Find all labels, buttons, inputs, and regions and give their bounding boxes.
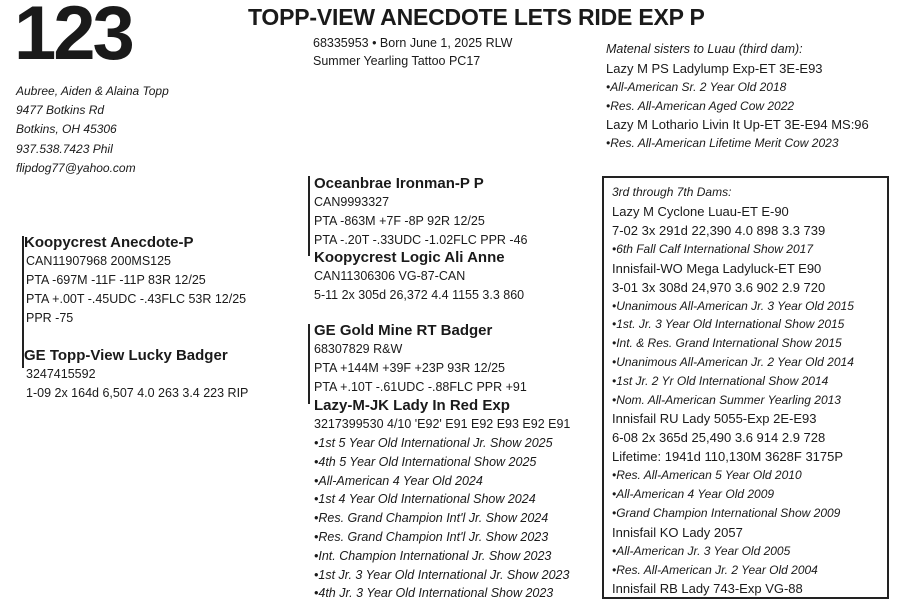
- record-line: Lifetime: 1941d 110,130M 3628F 3175P: [612, 449, 844, 465]
- honor-item: •Nom. All-American Summer Yearling 2013: [612, 392, 841, 407]
- sire-pta-type: PTA +.00T -.45UDC -.43FLC 53R 12/25: [26, 292, 247, 306]
- sire-block: [24, 233, 246, 328]
- honor-item: •Unanimous All-American Jr. 2 Year Old 2014: [612, 354, 854, 369]
- dam-dam-block: [314, 396, 570, 603]
- honor-item: •Res. All-American Lifetime Merit Cow 2023: [606, 136, 839, 151]
- honor-item: •1st Jr. 3 Year Old International Jr. Show 2023: [314, 567, 570, 582]
- sire-sire-name: Oceanbrae Ironman-P P: [314, 175, 484, 192]
- ancestor-name: Innisfail RU Lady 5055-Exp 2E-E93: [612, 411, 817, 427]
- maternal-sisters-header: Matenal sisters to Luau (third dam):: [606, 42, 803, 56]
- honor-item: •4th 5 Year Old International Show 2025: [314, 454, 537, 469]
- honor-item: •4th Jr. 3 Year Old International Show 2023: [314, 586, 554, 601]
- record-line: 7-02 3x 291d 22,390 4.0 898 3.3 739: [612, 222, 826, 238]
- ancestor-dams-content: [612, 183, 854, 598]
- honor-item: •Res. Grand Champion Int'l Jr. Show 2024: [314, 511, 549, 526]
- dam-block: [24, 346, 248, 403]
- owner-email: flipdog77@yahoo.com: [16, 160, 136, 175]
- sire-dam-reg: CAN11306306 VG-87-CAN: [314, 269, 466, 283]
- ancestor-dams-list: [612, 202, 854, 599]
- ancestor-name: Innisfail RB Lady 743-Exp VG-88: [612, 581, 803, 597]
- dam-dam-honors: [314, 434, 570, 603]
- record-line: 3-01 3x 308d 24,970 3.6 902 2.9 720: [612, 279, 826, 295]
- honor-item: •All-American Sr. 2 Year Old 2018: [606, 79, 787, 94]
- ancestor-name: Innisfail KO Lady 2057: [612, 524, 743, 540]
- honor-item: •1st 5 Year Old International Jr. Show 2025: [314, 436, 553, 450]
- maternal-sisters: [606, 40, 869, 153]
- honor-item: •All-American Jr. 3 Year Old 2005: [612, 543, 791, 558]
- sire-reg: CAN11907968 200MS125: [26, 254, 172, 268]
- owner-name: Aubree, Aiden & Alaina Topp: [16, 84, 169, 98]
- record-line: 6-08 2x 365d 25,490 3.6 914 2.9 728: [612, 430, 826, 446]
- sire-sire-reg: CAN9993327: [314, 195, 390, 209]
- honor-item: •Res. All-American Jr. 2 Year Old 2004: [612, 562, 818, 577]
- sire-pta-production: PTA -697M -11F -11P 83R 12/25: [26, 273, 206, 287]
- animal-id-line: 68335953 • Born June 1, 2025 RLW: [313, 36, 513, 50]
- ancestor-name: Innisfail-WO Mega Ladyluck-ET E90: [612, 260, 822, 276]
- honor-item: •Unanimous All-American Jr. 3 Year Old 2015: [612, 298, 854, 313]
- owner-city: Botkins, OH 45306: [16, 122, 117, 137]
- ancestor-dams-box: [602, 176, 889, 599]
- honor-item: •Res. All-American 5 Year Old 2010: [612, 468, 802, 483]
- sire-sire-block: [314, 174, 528, 250]
- sire-dam-record: 5-11 2x 305d 26,372 4.4 1155 3.3 860: [314, 288, 525, 302]
- sire-name: Koopycrest Anecdote-P: [24, 234, 194, 251]
- dam-name: GE Topp-View Lucky Badger: [24, 347, 228, 364]
- sire-sire-pta-production: PTA -863M +7F -8P 92R 12/25: [314, 214, 485, 228]
- sire-ppr: PPR -75: [26, 311, 74, 325]
- honor-item: •Int. Champion International Jr. Show 2023: [314, 548, 552, 563]
- dam-sire-pta-production: PTA +144M +39F +23P 93R 12/25: [314, 361, 505, 375]
- honor-item: •Int. & Res. Grand International Show 2015: [612, 336, 842, 351]
- owner-block: [16, 82, 169, 178]
- honor-item: •All-American 4 Year Old 2009: [612, 487, 775, 502]
- dam-reg: 3247415592: [26, 367, 96, 381]
- ancestor-name: Lazy M Lothario Livin It Up-ET 3E-E94 MS:96: [606, 117, 869, 133]
- dam-record: 1-09 2x 164d 6,507 4.0 263 3.4 223 RIP: [26, 386, 249, 400]
- maternal-sisters-list: [606, 59, 869, 153]
- owner-street: 9477 Botkins Rd: [16, 103, 105, 118]
- dam-sire-pta-type: PTA +.10T -.61UDC -.88FLC PPR +91: [314, 380, 527, 394]
- honor-item: •1st. Jr. 3 Year Old International Show 2015: [612, 317, 845, 332]
- animal-title: TOPP-VIEW ANECDOTE LETS RIDE EXP P: [248, 4, 705, 30]
- ancestor-dams-header: 3rd through 7th Dams:: [612, 185, 732, 199]
- dam-side-bracket: [308, 324, 310, 404]
- honor-item: •6th Fall Calf International Show 2017: [612, 241, 813, 256]
- honor-item: •Res. Grand Champion Int'l Jr. Show 2023: [314, 529, 549, 544]
- dam-sire-block: [314, 321, 527, 397]
- owner-phone: 937.538.7423 Phil: [16, 141, 113, 156]
- dam-sire-name: GE Gold Mine RT Badger: [314, 322, 493, 339]
- honor-item: •All-American 4 Year Old 2024: [314, 473, 483, 488]
- dam-sire-reg: 68307829 R&W: [314, 342, 403, 356]
- dam-dam-name: Lazy-M-JK Lady In Red Exp: [314, 397, 510, 414]
- honor-item: •Res. All-American Aged Cow 2022: [606, 98, 795, 113]
- honor-item: •Grand Champion International Show 2009: [612, 505, 841, 520]
- honor-item: •1st Jr. 2 Yr Old International Show 2014: [612, 373, 829, 388]
- animal-class-line: Summer Yearling Tattoo PC17: [313, 54, 481, 68]
- dam-dam-reg: 3217399530 4/10 'E92' E91 E92 E93 E92 E91: [314, 417, 571, 431]
- honor-item: •1st 4 Year Old International Show 2024: [314, 492, 536, 507]
- sire-dam-block: [314, 248, 524, 305]
- ancestor-name: Lazy M PS Ladylump Exp-ET 3E-E93: [606, 60, 823, 76]
- sire-dam-name: Koopycrest Logic Ali Anne: [314, 249, 505, 266]
- lot-number: 123: [14, 0, 132, 76]
- ancestor-name: Lazy M Cyclone Luau-ET E-90: [612, 203, 789, 219]
- sire-side-bracket: [308, 176, 310, 256]
- sire-sire-pta-type: PTA -.20T -.33UDC -1.02FLC PPR -46: [314, 233, 528, 247]
